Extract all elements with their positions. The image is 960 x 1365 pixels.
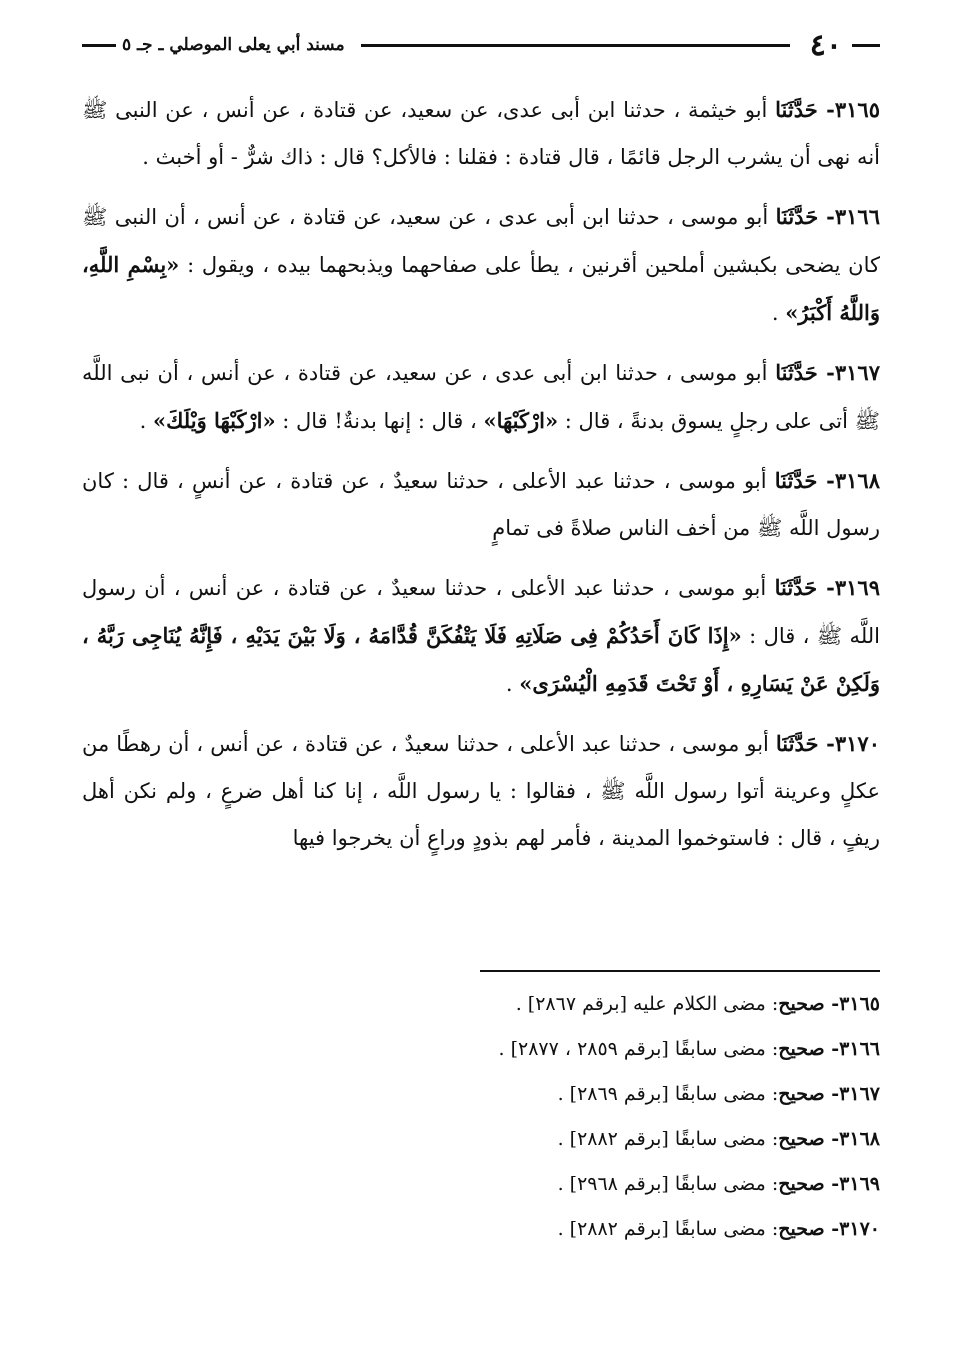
hadith-text: أبو موسى ، حدثنا عبد الأعلى ، حدثنا سعيدٌ ، عن قتادة ، عن أنس ، أن رهطًا من عكلٍ وعرينة أتوا رسول اللَّه ﷺ ، فقالوا : يا رسول اللَّه ، إنا كنا أهل ضرعٍ ، ولم نكن أهل ريفٍ ، قال : فاستوخموا المدينة ، فأمر لهم بذودٍ وراعٍ أن يخرجوا فيها	[82, 732, 880, 850]
hadith-opening: حَدَّثَنَا	[775, 731, 819, 756]
hadith-text-end: .	[139, 409, 153, 433]
running-title: مسند أبي يعلى الموصلي ـ جـ ٥	[122, 35, 345, 55]
footnote-label: صحيح	[778, 1083, 825, 1105]
footnotes	[82, 982, 880, 1252]
hadith-text-end: .	[771, 301, 786, 325]
footnote-label: صحيح	[778, 1218, 825, 1240]
footnote-number: ٣١٦٨	[839, 1128, 880, 1150]
hadith-number: ٣١٦٩	[834, 575, 880, 600]
hadith-number: ٣١٦٨	[834, 468, 880, 493]
prophetic-quote: «ارْكَبْهَا وَيْلَكَ»	[152, 408, 276, 433]
hadith-opening: حَدَّثَنَا	[775, 204, 819, 229]
hadith-text: أبو موسى ، حدثنا عبد الأعلى ، حدثنا سعيدٌ ، عن قتادة ، عن أنسٍ ، قال : كان رسول اللَّه ﷺ من أخف الناس صلاةً فى تمامٍ	[82, 469, 880, 540]
hadith-text: أبو خيثمة ، حدثنا ابن أبى عدى، عن سعيد، عن قتادة ، عن أنس ، عن النبى ﷺ أنه نهى أن يشرب الرجل قائمًا ، قال قتادة : فقلنا : فالأكل؟ قال : ذاك شرٌّ - أو أخبث .	[82, 98, 880, 169]
footnote-text: : مضى سابقًا [برقم ٢٩٦٨] .	[557, 1173, 779, 1195]
prophetic-quote: «بِسْمِ اللَّهِ، وَاللَّهُ أَكْبَرُ»	[82, 252, 880, 325]
footnote: ٣١٧٠- صحيح: مضى سابقًا [برقم ٢٨٨٢] .	[557, 1218, 880, 1240]
header-dash-right	[852, 44, 880, 47]
prophetic-quote: «ارْكَبْهَا»	[483, 408, 559, 433]
hadith-opening: حَدَّثَنَا	[774, 575, 818, 600]
footnote: ٣١٦٧- صحيح: مضى سابقًا [برقم ٢٨٦٩] .	[557, 1083, 880, 1105]
footnote-text: : مضى سابقًا [برقم ٢٨٥٩ ، ٢٨٧٧] .	[498, 1038, 779, 1060]
footnote-label: صحيح	[778, 993, 825, 1015]
hadith-paragraph: ٣١٦٦- حَدَّثَنَا أبو موسى ، حدثنا ابن أبى عدى ، عن سعيد، عن قتادة ، عن أنس ، أن النبى ﷺ كان يضحى بكبشين أملحين أقرنين ، يطأ على صفاحهما ويذبحهما بيده ، ويقول : «بِسْمِ اللَّهِ، وَاللَّهُ أَكْبَرُ» .	[82, 204, 881, 325]
footnote-number: ٣١٧٠	[839, 1218, 880, 1240]
footnote-text: : مضى سابقًا [برقم ٢٨٨٢] .	[557, 1218, 779, 1240]
footnote-text: : مضى سابقًا [برقم ٢٨٦٩] .	[557, 1083, 779, 1105]
hadith-text-mid: ، قال : إنها بدنةٌ! قال :	[275, 409, 484, 433]
header-dash-left	[82, 44, 116, 47]
footnote: ٣١٦٥- صحيح: مضى الكلام عليه [برقم ٢٨٦٧] .	[515, 993, 880, 1015]
hadith-opening: حَدَّثَنَا	[775, 97, 818, 122]
footnote-number: ٣١٦٦	[839, 1038, 880, 1060]
hadith-text: أبو موسى ، حدثنا ابن أبى عدى ، عن سعيد، عن قتادة ، عن أنس ، أن نبى اللَّه ﷺ أتى على رجلٍ يسوق بدنةً ، قال :	[82, 361, 880, 433]
footnote: ٣١٦٦- صحيح: مضى سابقًا [برقم ٢٨٥٩ ، ٢٨٧٧] .	[498, 1038, 880, 1060]
hadith-number: ٣١٦٧	[834, 360, 880, 385]
running-header	[82, 28, 880, 62]
footnote-text: : مضى سابقًا [برقم ٢٨٨٢] .	[557, 1128, 779, 1150]
footnote-text: : مضى الكلام عليه [برقم ٢٨٦٧] .	[515, 993, 779, 1015]
footnote-label: صحيح	[778, 1128, 825, 1150]
footnote: ٣١٦٩- صحيح: مضى سابقًا [برقم ٢٩٦٨] .	[557, 1173, 880, 1195]
footnote: ٣١٦٨- صحيح: مضى سابقًا [برقم ٢٨٨٢] .	[557, 1128, 880, 1150]
footnote-label: صحيح	[778, 1038, 825, 1060]
hadith-text-end: .	[505, 672, 520, 696]
hadith-paragraph: ٣١٧٠- حَدَّثَنَا أبو موسى ، حدثنا عبد الأعلى ، حدثنا سعيدٌ ، عن قتادة ، عن أنس ، أن رهطًا من عكلٍ وعرينة أتوا رسول اللَّه ﷺ ، فقالوا : يا رسول اللَّه ، إنا كنا أهل ضرعٍ ، ولم نكن أهل ريفٍ ، قال : فاستوخموا المدينة ، فأمر لهم بذودٍ وراعٍ أن يخرجوا فيها	[82, 731, 880, 850]
prophetic-quote: «إِذَا كَانَ أَحَدُكُمْ فِى صَلَاتِهِ فَلَا يَتْفُكَنَّ قُدَّامَهُ ، وَلَا بَيْنَ يَدَيْهِ ، فَإِنَّهُ يُنَاجِى رَبَّهُ ، وَلَكِنْ عَنْ يَسَارِهِ ، أَوْ تَحْتَ قَدَمِهِ الْيُسْرَى»	[82, 623, 880, 696]
hadith-paragraph: ٣١٦٥- حَدَّثَنَا أبو خيثمة ، حدثنا ابن أبى عدى، عن سعيد، عن قتادة ، عن أنس ، عن النبى ﷺ أنه نهى أن يشرب الرجل قائمًا ، قال قتادة : فقلنا : فالأكل؟ قال : ذاك شرٌّ - أو أخبث .	[82, 97, 880, 169]
footnote-label: صحيح	[778, 1173, 825, 1195]
footnote-number: ٣١٦٥	[839, 993, 880, 1015]
hadith-number: ٣١٧٠	[834, 731, 880, 756]
hadith-number: ٣١٦٦	[834, 204, 880, 229]
hadith-text: أبو موسى ، حدثنا عبد الأعلى ، حدثنا سعيدٌ ، عن قتادة ، عن أنس ، أن رسول اللَّه ﷺ ، قال :	[82, 576, 880, 648]
hadith-opening: حَدَّثَنَا	[775, 360, 818, 385]
main-text	[82, 86, 880, 874]
page-number: ٤٠	[809, 27, 842, 63]
hadith-paragraph: ٣١٦٨- حَدَّثَنَا أبو موسى ، حدثنا عبد الأعلى ، حدثنا سعيدٌ ، عن قتادة ، عن أنسٍ ، قال : كان رسول اللَّه ﷺ من أخف الناس صلاةً فى تمامٍ	[82, 468, 880, 540]
header-rule	[361, 44, 790, 47]
hadith-paragraph: ٣١٦٩- حَدَّثَنَا أبو موسى ، حدثنا عبد الأعلى ، حدثنا سعيدٌ ، عن قتادة ، عن أنس ، أن رسول اللَّه ﷺ ، قال : «إِذَا كَانَ أَحَدُكُمْ فِى صَلَاتِهِ فَلَا يَتْفُكَنَّ قُدَّامَهُ ، وَلَا بَيْنَ يَدَيْهِ ، فَإِنَّهُ يُنَاجِى رَبَّهُ ، وَلَكِنْ عَنْ يَسَارِهِ ، أَوْ تَحْتَ قَدَمِهِ الْيُسْرَى» .	[82, 575, 880, 696]
footnote-separator	[480, 970, 880, 972]
hadith-text: أبو موسى ، حدثنا ابن أبى عدى ، عن سعيد، عن قتادة ، عن أنس ، أن النبى ﷺ كان يضحى بكبشين أملحين أقرنين ، يطأ على صفاحهما ويذبحهما بيده ، ويقول :	[82, 205, 881, 277]
hadith-paragraph: ٣١٦٧- حَدَّثَنَا أبو موسى ، حدثنا ابن أبى عدى ، عن سعيد، عن قتادة ، عن أنس ، أن نبى اللَّه ﷺ أتى على رجلٍ يسوق بدنةً ، قال : «ارْكَبْهَا» ، قال : إنها بدنةٌ! قال : «ارْكَبْهَا وَيْلَكَ» .	[82, 360, 880, 433]
footnote-number: ٣١٦٩	[839, 1173, 880, 1195]
hadith-opening: حَدَّثَنَا	[774, 468, 818, 493]
hadith-number: ٣١٦٥	[834, 97, 880, 122]
footnote-number: ٣١٦٧	[839, 1083, 880, 1105]
